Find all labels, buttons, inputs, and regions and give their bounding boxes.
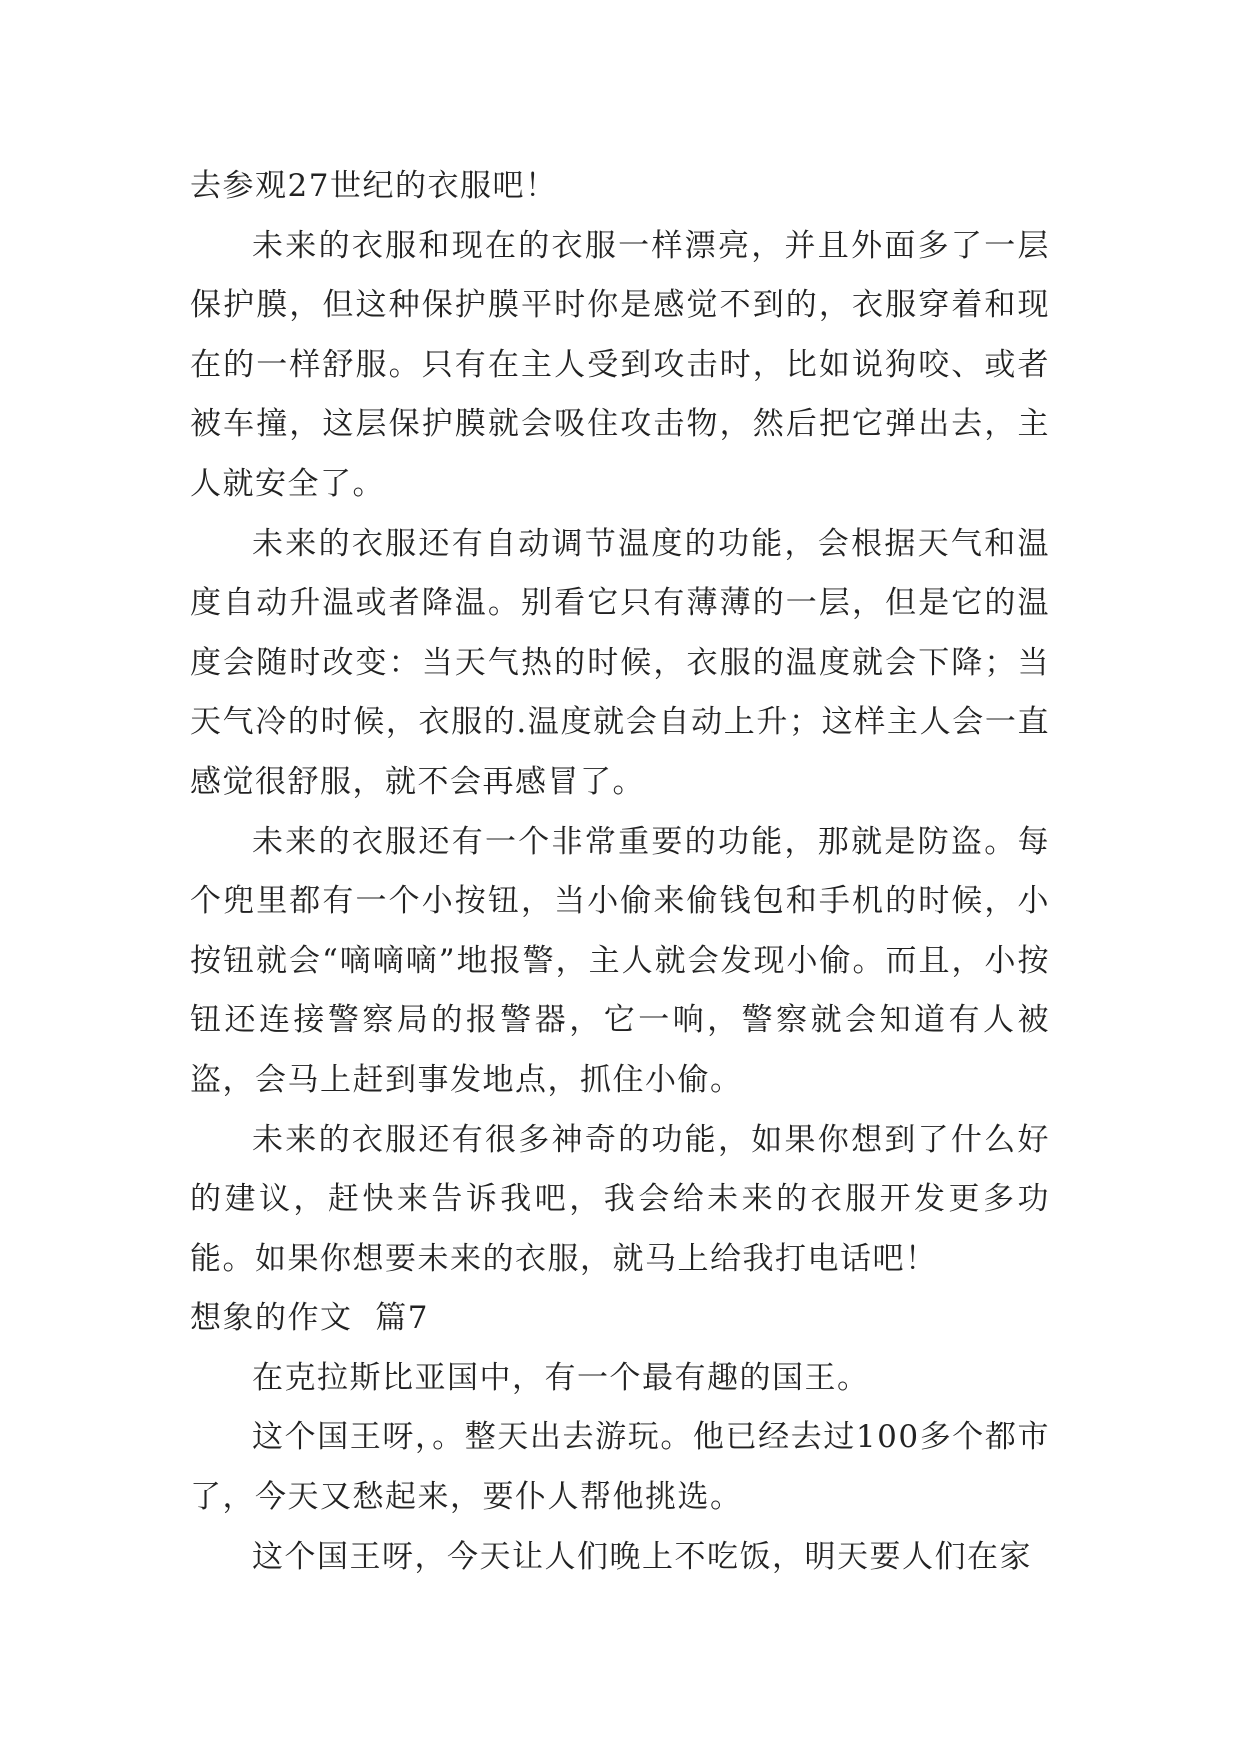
- paragraph-more-functions: 未来的衣服还有很多神奇的功能，如果你想到了什么好的建议，赶快来告诉我吧，我会给未来的衣服开发更多功能。如果你想要未来的衣服，就马上给我打电话吧！: [190, 1121, 1050, 1277]
- paragraph-anti-theft: 未来的衣服还有一个非常重要的功能，那就是防盗。每个兜里都有一个小按钮，当小偷来偷钱包和手机的时候，小按钮就会“嘀嘀嘀”地报警，主人就会发现小偷。而且，小按钮还连接警察局的报警器，它一响，警察就会知道有人被盗，会马上赶到事发地点，抓住小偷。: [190, 823, 1050, 1098]
- section-title: 想象的作文 篇7: [190, 1300, 429, 1337]
- paragraph-temperature: 未来的衣服还有自动调节温度的功能，会根据天气和温度自动升温或者降温。别看它只有薄薄的一层，但是它的温度会随时改变：当天气热的时候，衣服的温度就会下降；当天气冷的时候，衣服的.温度就会自动上升；这样主人会一直感觉很舒服，就不会再感冒了。: [190, 525, 1050, 800]
- continuation-line: 去参观27世纪的衣服吧！: [190, 168, 558, 204]
- paragraph-king-intro: 在克拉斯比亚国中，有一个最有趣的国王。: [252, 1359, 870, 1396]
- document-body: [190, 157, 1050, 1587]
- paragraph-protective-film: 未来的衣服和现在的衣服一样漂亮，并且外面多了一层保护膜，但这种保护膜平时你是感觉不到的，衣服穿着和现在的一样舒服。只有在主人受到攻击时，比如说狗咬、或者被车撞，这层保护膜就会吸住攻击物，然后把它弹出去，主人就安全了。: [190, 227, 1050, 502]
- paragraph-king-travel: 这个国王呀，。整天出去游玩。他已经去过100多个都市了，今天又愁起来，要仆人帮他挑选。: [190, 1419, 1050, 1516]
- paragraph-king-rules: 这个国王呀，今天让人们晚上不吃饭，明天要人们在家: [252, 1538, 1032, 1575]
